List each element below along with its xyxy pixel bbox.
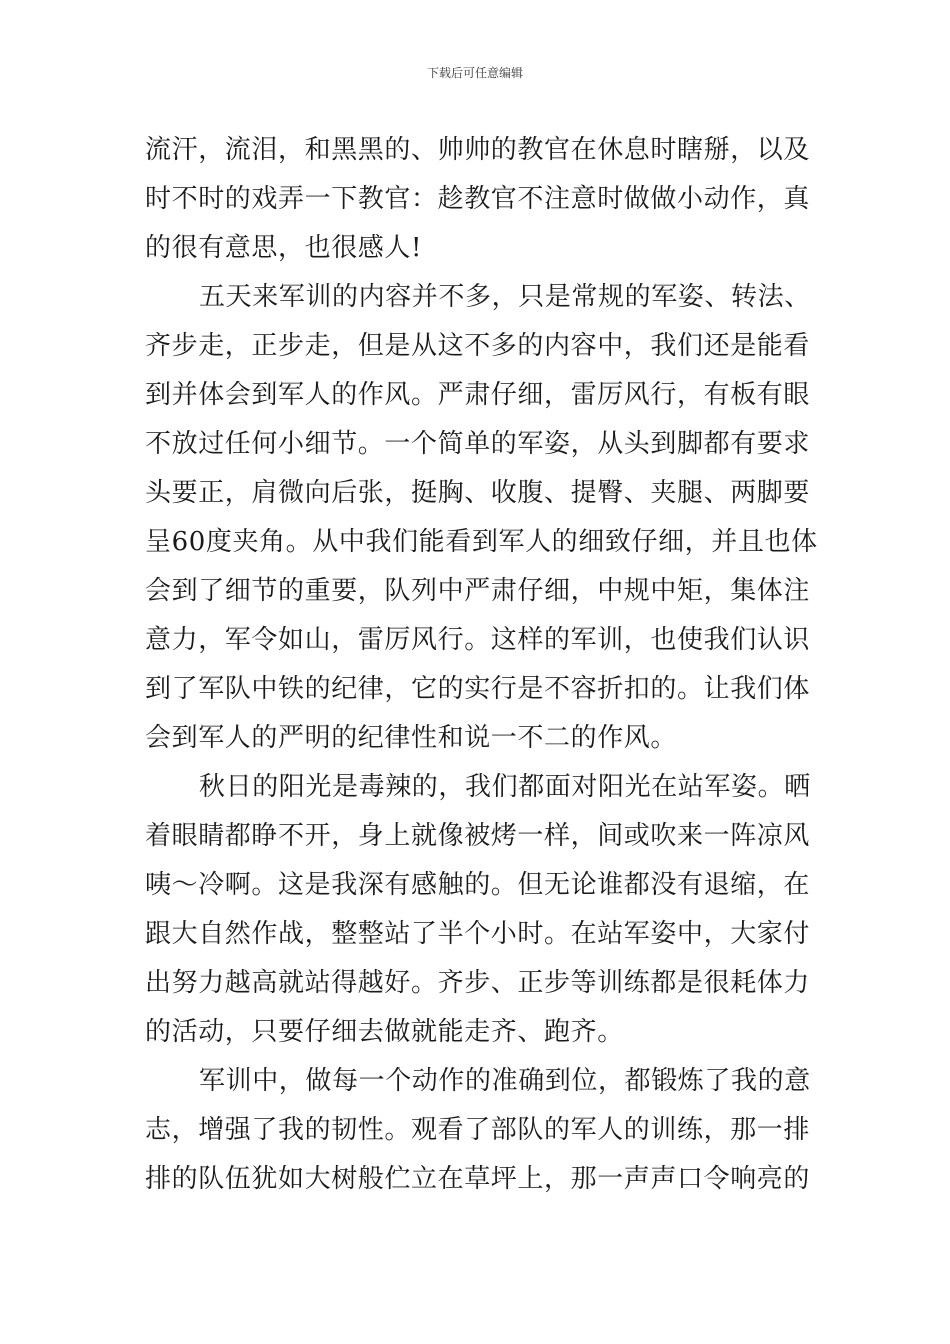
text-line: 到了军队中铁的纪律，它的实行是不容折扣的。让我们体	[145, 674, 811, 704]
text-line: 的很有意思，也很感人!	[145, 233, 423, 263]
paragraph-3	[145, 763, 810, 1057]
text-line: 流汗，流泪，和黑黑的、帅帅的教官在休息时瞎掰，以及	[145, 135, 811, 165]
paragraph-2	[145, 273, 818, 763]
paragraph-4	[145, 1057, 810, 1204]
text-line: 会到了细节的重要，队列中严肃仔细，中规中矩，集体注	[145, 576, 811, 606]
text-line: 志，增强了我的韧性。观看了部队的军人的训练，那一排	[145, 1115, 811, 1145]
text-line: 的活动，只要仔细去做就能走齐、跑齐。	[145, 1017, 624, 1047]
text-line: 秋日的阳光是毒辣的，我们都面对阳光在站军姿。晒	[199, 772, 811, 802]
paragraph-1	[145, 126, 810, 273]
text-line: 跟大自然作战，整整站了半个小时。在站军姿中，大家付	[145, 919, 811, 949]
text-line: 到并体会到军人的作风。严肃仔细，雷厉风行，有板有眼	[145, 380, 811, 410]
text-line: 会到军人的严明的纪律性和说一不二的作风。	[145, 723, 678, 753]
document-body	[145, 126, 818, 1204]
text-line: 呈60度夹角。从中我们能看到军人的细致仔细，并且也体	[145, 527, 818, 557]
text-line: 不放过任何小细节。一个简单的军姿，从头到脚都有要求	[145, 429, 811, 459]
page-header: 下载后可任意编辑	[426, 66, 523, 80]
text-line: 时不时的戏弄一下教官：趁教官不注意时做做小动作，真	[145, 184, 811, 214]
text-line: 意力，军令如山，雷厉风行。这样的军训，也使我们认识	[145, 625, 811, 655]
text-line: 排的队伍犹如大树般伫立在草坪上，那一声声口令响亮的	[145, 1164, 811, 1194]
text-line: 咦～冷啊。这是我深有感触的。但无论谁都没有退缩，在	[145, 870, 811, 900]
text-line: 齐步走，正步走，但是从这不多的内容中，我们还是能看	[145, 331, 811, 361]
text-line: 头要正，肩微向后张，挺胸、收腹、提臀、夹腿、两脚要	[145, 478, 811, 508]
text-line: 着眼睛都睁不开，身上就像被烤一样，间或吹来一阵凉风	[145, 821, 811, 851]
text-line: 五天来军训的内容并不多，只是常规的军姿、转法、	[199, 282, 811, 312]
text-line: 军训中，做每一个动作的准确到位，都锻炼了我的意	[199, 1066, 811, 1096]
text-line: 出努力越高就站得越好。齐步、正步等训练都是很耗体力	[145, 968, 811, 998]
